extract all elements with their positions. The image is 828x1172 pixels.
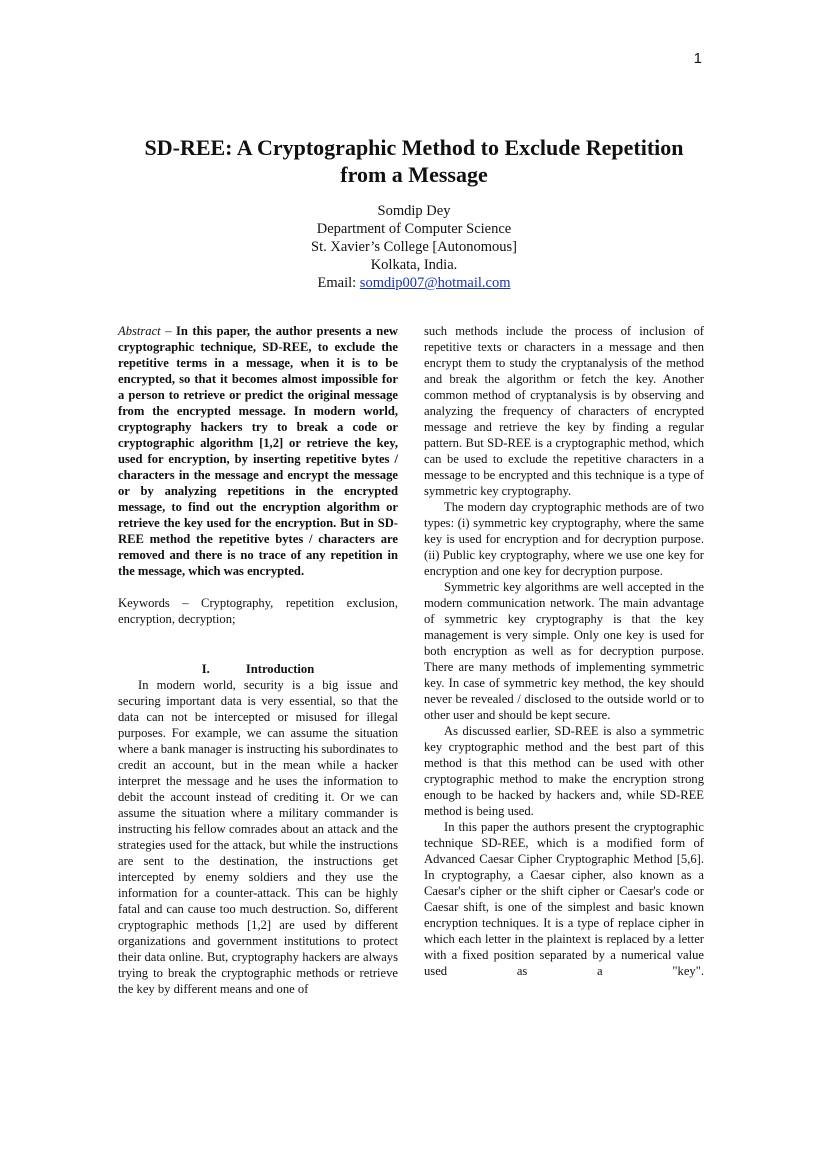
intro-paragraph: In modern world, security is a big issue and securing important data is very essential, so that the data can not be intercepted or misused for illegal purposes. For example, we can assume the situation where a bank manager is instructing his subordinates to credit an account, but in the mean while a hacker interpret the message and he uses the information to debit the account instead of crediting it. Or we can assume the situation where a military commander is instructing his fellow comrades about an attack and the strategies used for the attack, but while the instructions are sent to the destination, the instructions get intercepted by enemy soldiers and they use the information for a counter-attack. This can be highly fatal and can cause too much destruction. So, different cryptographic methods [1,2] are used by different organizations and government institutions to protect their data online. But, cryptography hackers are always trying to break the cryptographic methods or retrieve the key by different means and one of bbox=[118, 678, 398, 996]
author-department: Department of Computer Science bbox=[316, 221, 512, 237]
body-paragraph: such methods include the process of inclusion of repetitive texts or characters in a message and then encrypt them to study the cryptanalysis of the method and break the algorithm or fetch the key. Another common method of cryptanalysis is by observing and analyzing the frequency of characters of encrypted message and retrieve the key by finding a regular pattern. But SD-REE is a cryptographic method, which can be used to exclude the repetitive characters in a message to be encrypted and this technique is a type of symmetric key cryptography. bbox=[424, 324, 704, 498]
page-number: 1 bbox=[693, 50, 702, 67]
email-link[interactable]: somdip007@hotmail.com bbox=[359, 275, 511, 291]
title-line-2: from a Message bbox=[340, 162, 488, 187]
paper-title bbox=[80, 134, 748, 188]
title-line-1: SD-REE: A Cryptographic Method to Exclude Repetition bbox=[144, 135, 684, 160]
body-paragraph: As discussed earlier, SD-REE is also a symmetric key cryptographic method and the best part of this method is that this method can be used with other cryptographic method to make the encryption strong enough to be hacked by hackers and, while SD-REE method is being used. bbox=[424, 724, 704, 818]
body-paragraph: The modern day cryptographic methods are of two types: (i) symmetric key cryptography, where the same key is used for encryption and for decryption purpose. (ii) Public key cryptography, where we use one key for encryption and one key for decryption purpose. bbox=[424, 500, 704, 578]
body-paragraph: Symmetric key algorithms are well accepted in the modern communication network. The main advantage of symmetric key cryptography is that the key management is very simple. Only one key is used for both encryption as well as for decryption purpose. There are many methods of implementing symmetric key. In case of symmetric key method, the key should never be revealed / disclosed to the outside world or to other user and should be kept secure. bbox=[424, 580, 704, 722]
author-city: Kolkata, India. bbox=[370, 257, 458, 273]
author-name: Somdip Dey bbox=[377, 203, 451, 219]
abstract bbox=[118, 323, 398, 579]
abstract-dash: – bbox=[160, 324, 176, 338]
abstract-text: In this paper, the author presents a new cryptographic technique, SD-REE, to exclude the repetitive terms in a message, when it is to be encrypted, so that it becomes almost impossible for a person to retrieve or predict the original message from the encrypted message. In modern world, cryptography hackers try to break a code or cryptographic algorithm [1,2] or retrieve the key, used for encryption, by inserting repetitive bytes / characters in the message and encrypt the message or by analyzing repetitions in the encrypted message, to find out the encryption algorithm or retrieve the key used for the encryption. But in SD-REE method the repetitive bytes / characters are removed and there is no trace of any repetition in the message, which was encrypted. bbox=[118, 324, 398, 578]
section-heading-introduction bbox=[118, 661, 398, 677]
keywords: Keywords – Cryptography, repetition exclusion, encryption, decryption; bbox=[118, 596, 398, 626]
body-paragraph: In this paper the authors present the cryptographic technique SD-REE, which is a modified form of Advanced Caesar Cipher Cryptographic Method [5,6]. In cryptography, a Caesar cipher, also known as a Caesar's cipher or the shift cipher or Caesar's code or Caesar shift, is one of the simplest and basic known encryption techniques. It is a type of replace cipher in which each letter in the plaintext is replaced by a letter with a fixed position separated by a numerical value used as a "key". bbox=[424, 820, 704, 978]
author-college: St. Xavier’s College [Autonomous] bbox=[311, 239, 517, 255]
section-number: I. bbox=[201, 662, 210, 676]
author-email-line bbox=[200, 274, 628, 292]
abstract-label: Abstract bbox=[118, 324, 161, 338]
left-column bbox=[118, 323, 398, 997]
author-block bbox=[200, 202, 628, 292]
email-label: Email: bbox=[317, 275, 360, 291]
section-title: Introduction bbox=[245, 662, 315, 676]
right-column bbox=[424, 323, 704, 979]
